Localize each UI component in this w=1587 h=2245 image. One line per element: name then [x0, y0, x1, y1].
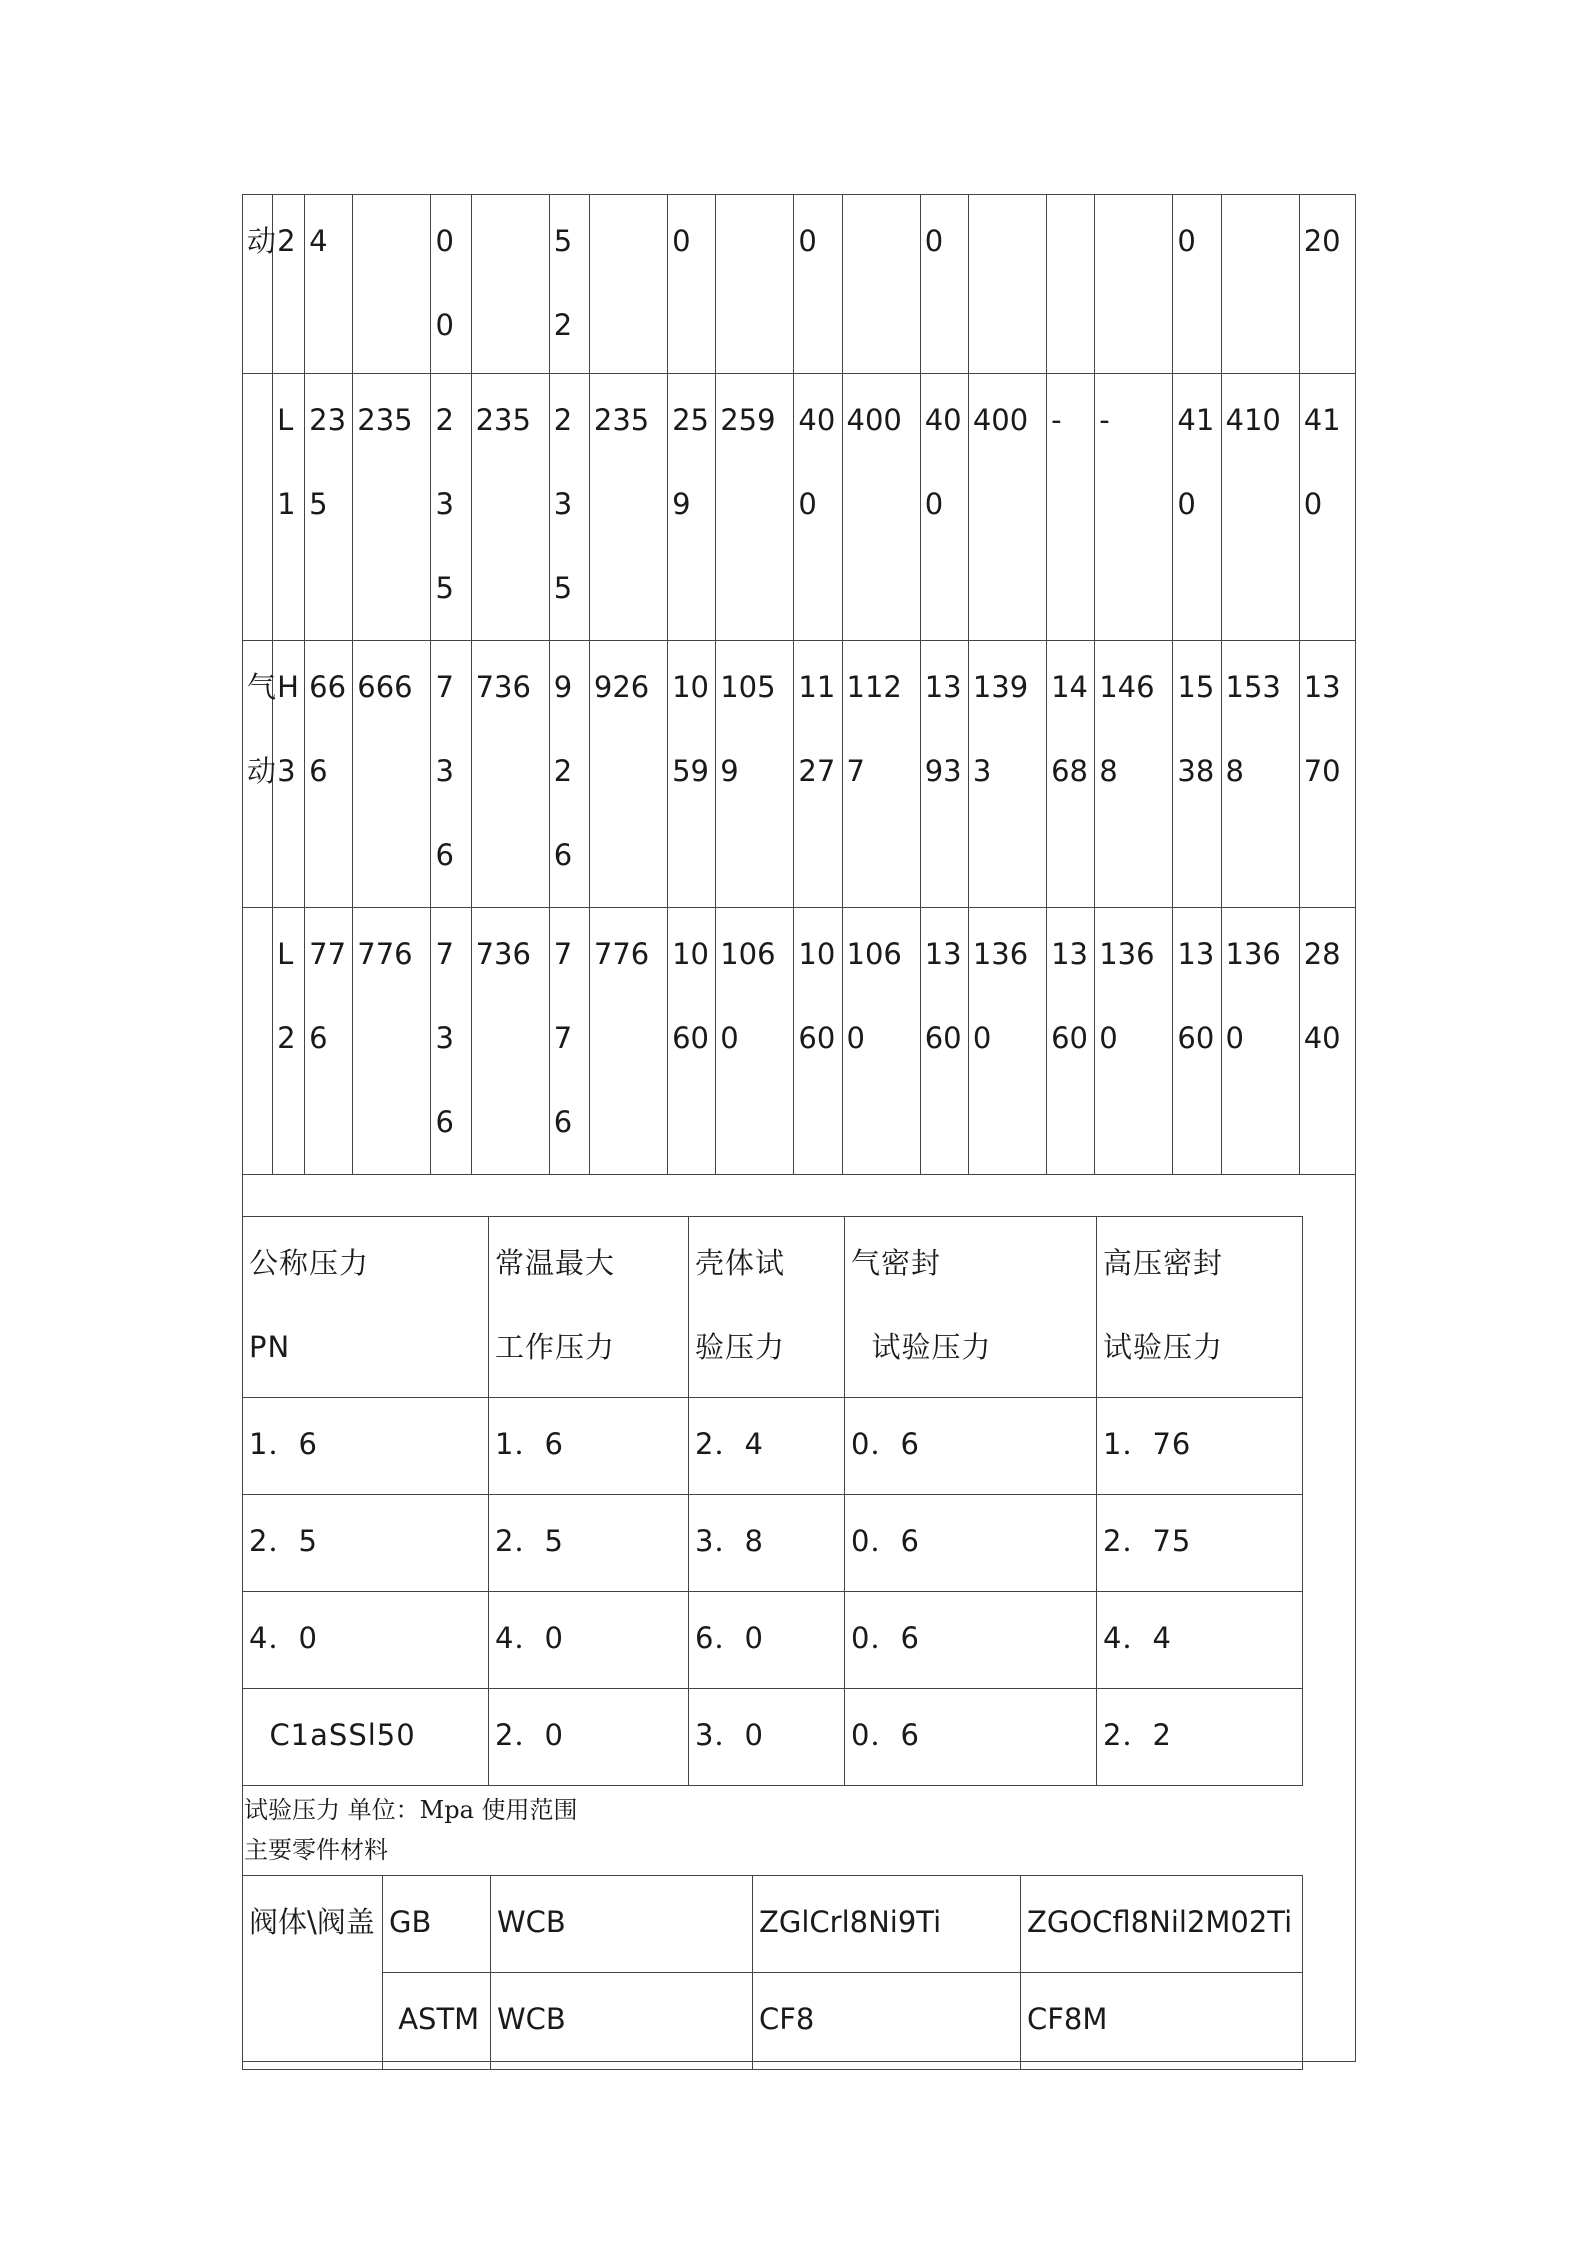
table-cell [243, 641, 277, 908]
table-cell [491, 1973, 753, 2070]
table-cell [471, 908, 549, 1175]
table-cell [471, 195, 549, 374]
caption-test-pressure: 试验压力 单位：Mpa 使用范围 [244, 1796, 578, 1824]
table-cell [716, 374, 794, 641]
table-cell-text: 7 3 6 [435, 670, 454, 872]
table-cell [842, 908, 920, 1175]
table-cell [689, 1689, 845, 1786]
table-cell [383, 1876, 491, 1973]
table-cell [920, 641, 968, 908]
table-cell [920, 908, 968, 1175]
table-cell [668, 908, 716, 1175]
table-cell [489, 1398, 689, 1495]
table-cell [842, 374, 920, 641]
column-header [689, 1217, 845, 1398]
table-cell-text [472, 195, 549, 199]
table-cell [1221, 195, 1299, 374]
table-cell-text: 15 38 [1177, 670, 1215, 788]
table-cell-text: - [1099, 403, 1110, 437]
column-header-text: 高压密封 试验压力 [1103, 1246, 1224, 1364]
table-cell-text: 1127 [846, 670, 902, 788]
table-cell [273, 195, 305, 374]
table-cell-text: L 1 [277, 403, 296, 521]
table-cell-text: 776 [357, 937, 413, 971]
table-cell [305, 641, 353, 908]
table-cell [753, 1876, 1021, 1973]
table-cell [243, 1398, 489, 1495]
table-cell [243, 908, 273, 1175]
table-cell [549, 195, 589, 374]
table-cell-text: 1360 [972, 937, 1029, 1055]
table-cell [716, 195, 794, 374]
table-cell [668, 195, 716, 374]
table-cell-text: 400 [846, 403, 902, 437]
table-cell-text: 2．4 [695, 1427, 764, 1461]
table-cell-text: 1360 [1099, 937, 1155, 1055]
table-cell [491, 1876, 753, 1973]
table-cell [471, 374, 549, 641]
table-cell [920, 374, 968, 641]
table-cell-text: 926 [593, 670, 650, 704]
table-cell [489, 1689, 689, 1786]
table-cell [305, 374, 353, 641]
table-cell-text: 736 [475, 937, 531, 971]
table-cell-text: 1060 [720, 937, 776, 1055]
table-cell [968, 195, 1046, 374]
table-cell-text: 9 2 6 [553, 670, 573, 872]
table-cell-text: 1468 [1099, 670, 1155, 788]
table-cell-text: 41 0 [1177, 403, 1215, 521]
table-cell-text [243, 374, 272, 378]
table-cell [1221, 641, 1299, 908]
table-cell [489, 1592, 689, 1689]
table-cell-text: 1393 [972, 670, 1029, 788]
table-cell [589, 195, 667, 374]
table-cell-text: 77 6 [309, 937, 347, 1055]
table-cell [845, 1398, 1097, 1495]
table-cell [842, 641, 920, 908]
table-cell [353, 374, 431, 641]
table-cell-text: ASTM [389, 2002, 480, 2036]
table-cell [794, 195, 842, 374]
table-cell [1221, 374, 1299, 641]
table-cell-text: 2 [277, 224, 296, 258]
table-cell [716, 641, 794, 908]
column-header [1097, 1217, 1303, 1398]
table-cell-text: 0 0 [435, 224, 454, 342]
table-cell-text: 2 3 5 [435, 403, 454, 605]
table-cell [794, 374, 842, 641]
table-cell-text: 6．0 [695, 1621, 764, 1655]
column-header-text: 公称压力 PN [249, 1246, 370, 1364]
table-cell-text: 7 3 6 [435, 937, 454, 1139]
table-cell [689, 1398, 845, 1495]
table-cell [845, 1592, 1097, 1689]
table-cell-text: 666 [357, 670, 413, 704]
part-name-cell [243, 1876, 383, 2070]
pressure-table [242, 1216, 1303, 1786]
table-cell [794, 641, 842, 908]
table-cell-text: 1．6 [495, 1427, 564, 1461]
table-cell-text: 11 27 [798, 670, 836, 788]
table-cell [1299, 908, 1355, 1175]
table-row [243, 908, 1356, 1175]
table-cell [243, 1592, 489, 1689]
table-cell-text: 0 [672, 224, 691, 258]
table-cell [1097, 1689, 1303, 1786]
table-row [243, 1689, 1303, 1786]
table-cell [689, 1592, 845, 1689]
table-cell-text: L 2 [277, 937, 296, 1055]
table-cell [845, 1689, 1097, 1786]
table-cell-text: CF8M [1027, 2002, 1108, 2036]
table-cell-text: H 3 [277, 670, 299, 788]
table-row [243, 641, 1356, 908]
table-cell [489, 1495, 689, 1592]
table-cell [589, 374, 667, 641]
table-cell-text: 2 3 5 [553, 403, 573, 605]
table-cell [1047, 374, 1095, 641]
column-header [243, 1217, 489, 1398]
table-cell [273, 641, 305, 908]
table-cell [753, 1973, 1021, 2070]
table-cell [243, 195, 277, 374]
table-cell-text: WCB [497, 2002, 566, 2036]
table-cell-text: 0 [924, 224, 944, 258]
table-cell [968, 908, 1046, 1175]
table-cell-text: 23 5 [309, 403, 347, 521]
table-cell [1021, 1973, 1303, 2070]
column-header-text: 常温最大 工作压力 [495, 1246, 616, 1364]
table-cell [1047, 908, 1095, 1175]
table-cell-text: 13 60 [924, 937, 962, 1055]
table-cell [243, 374, 273, 641]
materials-table [242, 1875, 1303, 2070]
table-cell-text: 0 [798, 224, 817, 258]
table-cell [689, 1495, 845, 1592]
table-cell-text [843, 195, 920, 199]
table-cell [1173, 374, 1221, 641]
table-cell [273, 374, 305, 641]
table-cell [1221, 908, 1299, 1175]
table-cell [589, 908, 667, 1175]
table-cell-text: 4．0 [249, 1621, 318, 1655]
table-row [243, 374, 1356, 641]
table-cell-text: 0 [1177, 224, 1196, 258]
table-cell-text [969, 195, 1046, 199]
table-cell [668, 374, 716, 641]
table-cell [1173, 641, 1221, 908]
table-cell [1299, 374, 1355, 641]
table-cell [243, 1495, 489, 1592]
table-cell-text [353, 195, 430, 199]
table-cell [431, 195, 471, 374]
table-row [243, 1876, 1303, 1973]
table-cell [273, 908, 305, 1175]
table-cell [1299, 641, 1355, 908]
table-cell [1095, 195, 1173, 374]
table-cell [845, 1495, 1097, 1592]
table-cell-text: 5 2 [553, 224, 573, 342]
table-cell [243, 1689, 489, 1786]
table-cell-text: 0．6 [851, 1427, 920, 1461]
table-cell-text: 736 [475, 670, 531, 704]
table-cell-text: 13 93 [924, 670, 962, 788]
header-row [243, 1217, 1303, 1398]
table-cell [716, 908, 794, 1175]
table-cell-text: 20 [1303, 224, 1341, 258]
table-cell-text: 13 60 [1177, 937, 1215, 1055]
table-cell [668, 641, 716, 908]
table-cell [353, 195, 431, 374]
column-header-text: 壳体试 验压力 [695, 1246, 786, 1364]
table-cell-text: 1．6 [249, 1427, 318, 1461]
caption-main-parts: 主要零件材料 [244, 1836, 388, 1864]
table-cell-text: 气 动 [247, 670, 277, 788]
flow-data-table [242, 194, 1356, 1175]
table-cell-text: 259 [720, 403, 776, 437]
table-cell [1299, 195, 1355, 374]
table-cell [431, 908, 471, 1175]
table-cell [353, 908, 431, 1175]
table-cell [920, 195, 968, 374]
table-cell [842, 195, 920, 374]
table-cell-text: 28 40 [1303, 937, 1341, 1055]
table-cell-text: 4．0 [495, 1621, 564, 1655]
table-row [243, 1398, 1303, 1495]
table-row [243, 1973, 1303, 2070]
table-cell-text: 13 60 [1051, 937, 1088, 1055]
table-cell-text: 1060 [846, 937, 902, 1055]
table-cell-text: ZGOCfl8Nil2M02Ti [1027, 1905, 1293, 1939]
table-cell-text: 1538 [1225, 670, 1281, 788]
table-cell-text: 13 70 [1303, 670, 1341, 788]
table-cell [1047, 641, 1095, 908]
table-cell-text: 1360 [1225, 937, 1281, 1055]
table-cell-text: 10 60 [672, 937, 709, 1055]
table-cell-text: CF8 [759, 2002, 815, 2036]
table-cell-text: C1aSSl50 [249, 1718, 416, 1752]
table-cell-text [1095, 195, 1172, 199]
table-cell-text: 1059 [720, 670, 776, 788]
table-cell-text: 4 [309, 224, 328, 258]
column-header [845, 1217, 1097, 1398]
table-cell [1047, 195, 1095, 374]
table-cell-text: 2．0 [495, 1718, 564, 1752]
table-cell [1095, 374, 1173, 641]
table-cell-text [243, 908, 272, 912]
table-cell-text: 40 0 [924, 403, 962, 521]
table-cell [1173, 908, 1221, 1175]
table-cell [1095, 641, 1173, 908]
table-cell-text [1047, 195, 1094, 199]
table-row [243, 195, 1356, 374]
table-cell-text: 2．2 [1103, 1718, 1172, 1752]
table-cell-text: WCB [497, 1905, 566, 1939]
table-cell-text: 2．5 [495, 1524, 564, 1558]
table-cell-text [1222, 195, 1299, 199]
table-cell [1095, 908, 1173, 1175]
table-row [243, 1592, 1303, 1689]
table-cell-text: 25 9 [672, 403, 709, 521]
table-cell-text: 4．4 [1103, 1621, 1172, 1655]
table-cell [305, 195, 353, 374]
table-cell-text: 14 68 [1051, 670, 1088, 788]
table-cell-text: 1．76 [1103, 1427, 1192, 1461]
table-cell-text: 7 7 6 [553, 937, 573, 1139]
table-cell-text: GB [389, 1905, 432, 1939]
table-cell-text: 10 59 [672, 670, 709, 788]
table-cell-text: 2．5 [249, 1524, 318, 1558]
table-cell-text: 41 0 [1303, 403, 1341, 521]
table-cell [968, 641, 1046, 908]
table-cell-text: 0．6 [851, 1621, 920, 1655]
table-cell [589, 641, 667, 908]
table-cell-text: - [1051, 403, 1062, 437]
column-header [489, 1217, 689, 1398]
table-cell-text: 40 0 [798, 403, 836, 521]
part-name-cell-text: 阀体\阀盖 [249, 1905, 375, 1939]
table-row [243, 1495, 1303, 1592]
table-cell [353, 641, 431, 908]
table-cell [383, 1973, 491, 2070]
column-header-text: 气密封 试验压力 [851, 1246, 992, 1364]
table-cell [1097, 1592, 1303, 1689]
table-cell-text: 410 [1225, 403, 1281, 437]
table-cell [431, 374, 471, 641]
table-cell-text [590, 195, 667, 199]
table-cell-text [716, 195, 793, 199]
table-cell-text: 10 60 [798, 937, 836, 1055]
table-cell [549, 908, 589, 1175]
table-cell [1097, 1398, 1303, 1495]
table-cell [794, 908, 842, 1175]
table-cell [549, 641, 589, 908]
table-cell-text: 0．6 [851, 1524, 920, 1558]
table-cell-text: 3．8 [695, 1524, 764, 1558]
table-cell-text: 66 6 [309, 670, 347, 788]
table-cell [549, 374, 589, 641]
table-cell-text: 235 [593, 403, 650, 437]
table-cell-text: ZGlCrl8Ni9Ti [759, 1905, 942, 1939]
table-cell-text: 2．75 [1103, 1524, 1192, 1558]
table-cell-text: 动 [247, 224, 277, 258]
table-cell-text: 235 [475, 403, 531, 437]
table-cell [431, 641, 471, 908]
table-cell [471, 641, 549, 908]
table-cell-text: 776 [593, 937, 650, 971]
table-cell-text: 0．6 [851, 1718, 920, 1752]
table-cell-text: 400 [972, 403, 1029, 437]
table-cell [968, 374, 1046, 641]
table-cell-text: 3．0 [695, 1718, 764, 1752]
table-cell-text: 235 [357, 403, 413, 437]
table-cell [305, 908, 353, 1175]
table-cell [1097, 1495, 1303, 1592]
table-cell [1173, 195, 1221, 374]
table-cell [1021, 1876, 1303, 1973]
